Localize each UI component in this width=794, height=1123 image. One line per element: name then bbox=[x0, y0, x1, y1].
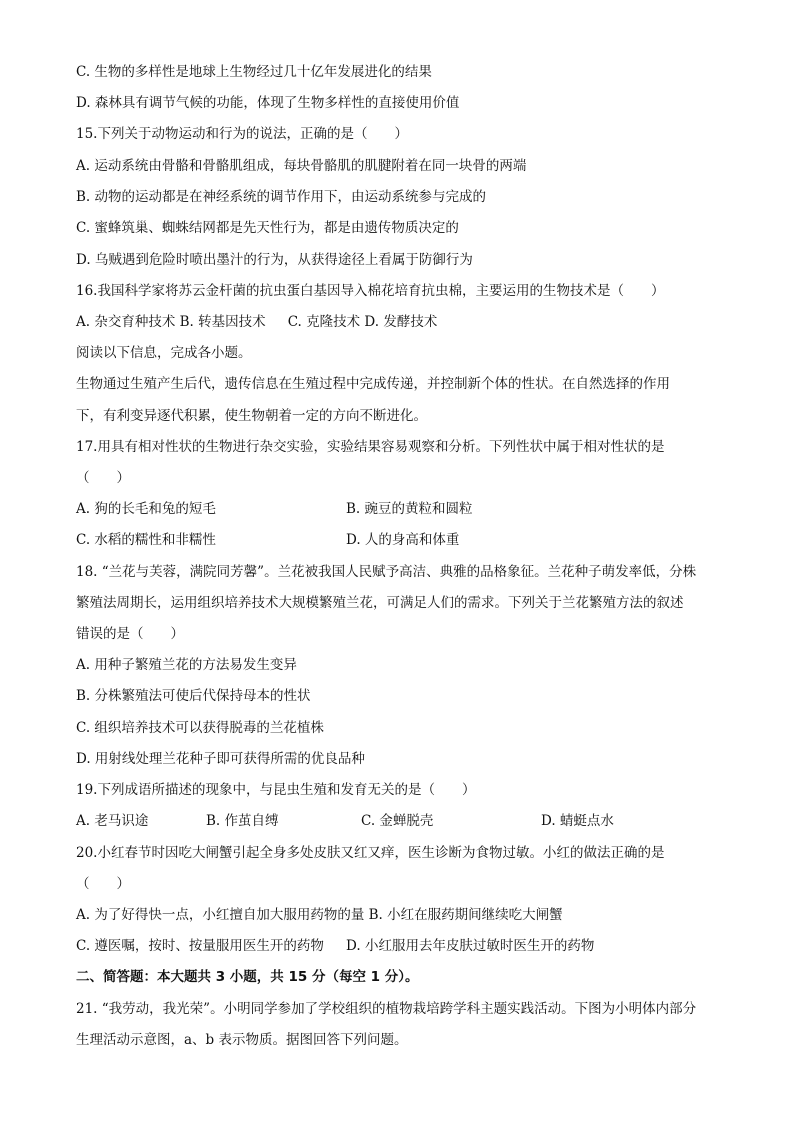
q17-option-d: D. 人的身高和体重 bbox=[346, 532, 460, 548]
q15-option-b: B. 动物的运动都是在神经系统的调节作用下，由运动系统参与完成的 bbox=[76, 189, 487, 205]
q19-stem: 19.下列成语所描述的现象中，与昆虫生殖和发育无关的是（ ） bbox=[76, 782, 476, 798]
q20-stem: 20.小红春节时因吃大闸蟹引起全身多处皮肤又红又痒，医生诊断为食物过敏。小红的做法正确的是 bbox=[76, 845, 665, 861]
q20-options-ab: A. 为了好得快一点，小红擅自加大服用药物的量 B. 小红在服药期间继续吃大闸蟹 bbox=[76, 907, 563, 923]
q17-option-c: C. 水稻的糯性和非糯性 bbox=[76, 532, 216, 548]
q18-option-a: A. 用种子繁殖兰花的方法易发生变异 bbox=[76, 657, 297, 673]
q17-stem: 17.用具有相对性状的生物进行杂交实验，实验结果容易观察和分析。下列性状中属于相对性状的是 bbox=[76, 439, 665, 455]
q15-option-a: A. 运动系统由骨骼和骨骼肌组成，每块骨骼肌的肌腱附着在同一块骨的两端 bbox=[76, 158, 527, 174]
q21-stem-line-2: 生理活动示意图，a、b 表示物质。据图回答下列问题。 bbox=[76, 1032, 408, 1048]
q19-option-d: D. 蜻蜓点水 bbox=[541, 813, 614, 829]
q19-option-b: B. 作茧自缚 bbox=[206, 813, 279, 829]
q18-stem-line-2: 繁殖法周期长，运用组织培养技术大规模繁殖兰花，可满足人们的需求。下列关于兰花繁殖方法的叙述 bbox=[76, 595, 684, 611]
q17-option-a: A. 狗的长毛和兔的短毛 bbox=[76, 501, 216, 517]
q21-stem-line-1: 21. “我劳动，我光荣”。小明同学参加了学校组织的植物栽培跨学科主题实践活动。下图为小明体内部分 bbox=[76, 1001, 697, 1017]
q18-stem-line-1: 18. “兰花与芙蓉，满院同芳馨”。兰花被我国人民赋予高洁、典雅的品格象征。兰花种子萌发率低，分株 bbox=[76, 564, 697, 580]
q16-options: A. 杂交育种技术 B. 转基因技术 C. 克隆技术 D. 发酵技术 bbox=[76, 314, 438, 330]
q17-option-b: B. 豌豆的黄粒和圆粒 bbox=[346, 501, 473, 517]
q17-options-row-2 bbox=[76, 530, 734, 550]
q16-stem: 16.我国科学家将苏云金杆菌的抗虫蛋白基因导入棉花培育抗虫棉，主要运用的生物技术是（ ） bbox=[76, 283, 665, 299]
q19-options bbox=[76, 811, 734, 831]
reading-paragraph-line-1: 生物通过生殖产生后代，遗传信息在生殖过程中完成传递，并控制新个体的性状。在自然选择的作用 bbox=[76, 376, 670, 392]
q18-option-b: B. 分株繁殖法可使后代保持母本的性状 bbox=[76, 688, 311, 704]
q19-option-a: A. 老马识途 bbox=[76, 813, 149, 829]
q20-stem-bracket: （ ） bbox=[76, 876, 130, 892]
q18-option-c: C. 组织培养技术可以获得脱毒的兰花植株 bbox=[76, 720, 324, 736]
q17-stem-bracket: （ ） bbox=[76, 470, 130, 486]
section-2-heading: 二、简答题：本大题共 3 小题，共 15 分（每空 1 分）。 bbox=[76, 969, 419, 985]
q15-option-d: D. 乌贼遇到危险时喷出墨汁的行为，从获得途径上看属于防御行为 bbox=[76, 252, 473, 268]
q15-option-c: C. 蜜蜂筑巢、蜘蛛结网都是先天性行为，都是由遗传物质决定的 bbox=[76, 220, 459, 236]
q19-option-c: C. 金蝉脱壳 bbox=[361, 813, 434, 829]
q14-option-c: C. 生物的多样性是地球上生物经过几十亿年发展进化的结果 bbox=[76, 64, 432, 80]
q17-options-row-1 bbox=[76, 499, 734, 519]
reading-instruction: 阅读以下信息，完成各小题。 bbox=[76, 345, 252, 361]
q14-option-d: D. 森林具有调节气候的功能，体现了生物多样性的直接使用价值 bbox=[76, 95, 460, 111]
reading-paragraph-line-2: 下，有利变异逐代积累，使生物朝着一定的方向不断进化。 bbox=[76, 408, 427, 424]
q18-option-d: D. 用射线处理兰花种子即可获得所需的优良品种 bbox=[76, 751, 365, 767]
q18-stem-line-3: 错误的是（ ） bbox=[76, 626, 184, 642]
q20-options-cd: C. 遵医嘱，按时、按量服用医生开的药物 D. 小红服用去年皮肤过敏时医生开的药物 bbox=[76, 938, 595, 954]
q15-stem: 15.下列关于动物运动和行为的说法，正确的是（ ） bbox=[76, 126, 408, 142]
